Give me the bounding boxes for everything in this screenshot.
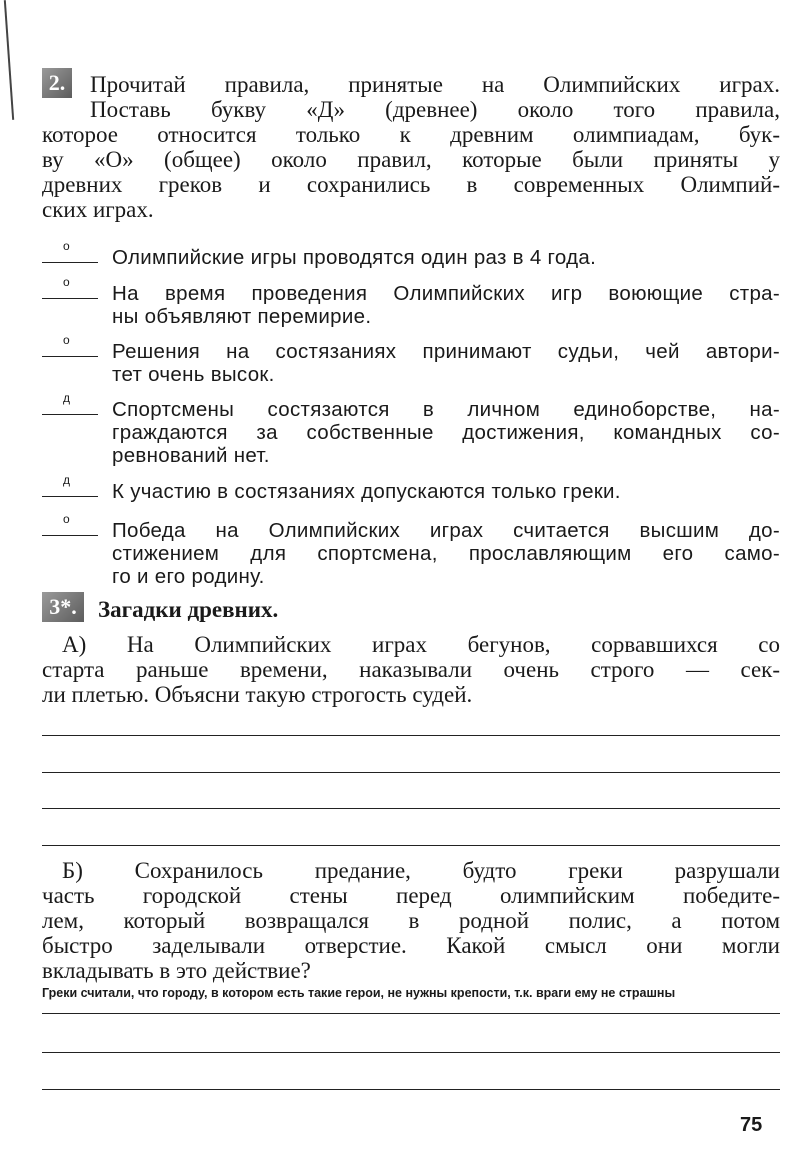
task-2-text-line: Прочитай правила, принятые на Олимпийских играх.	[90, 72, 780, 97]
rule-text-line: Спортсмены состязаются в личном единоборстве, на-	[112, 398, 780, 421]
question-b-line: Б) Сохранилось предание, будто греки разрушали	[62, 858, 780, 883]
answer-blank[interactable]	[42, 535, 98, 536]
task-2-number: 2.	[42, 68, 72, 98]
question-b-line: быстро заделывали отверстие. Какой смысл они могли	[42, 933, 780, 958]
task-2-text-line: ву «О» (общее) около правил, которые были приняты у	[42, 147, 780, 172]
rule-text-line: Победа на Олимпийских играх считается высшим до-	[112, 519, 780, 542]
answer-blank[interactable]	[42, 356, 98, 357]
question-b-line: вкладывать в это действие?	[42, 958, 311, 983]
question-a-line: старта раньше времени, наказывали очень строго — сек-	[42, 657, 780, 682]
question-b-line: часть городской стены перед олимпийским победите-	[42, 883, 780, 908]
answer-blank[interactable]	[42, 414, 98, 415]
task-2-text-line: ских играх.	[42, 197, 154, 222]
rule-text-line: На время проведения Олимпийских игр воюющие стра-	[112, 282, 780, 305]
answer-line[interactable]	[42, 1089, 780, 1090]
answer-mark: о	[63, 239, 70, 253]
answer-blank[interactable]	[42, 262, 98, 263]
task-3-number: 3*.	[42, 592, 84, 622]
answer-mark: д	[63, 391, 71, 405]
question-a-line: А) На Олимпийских играх бегунов, сорвавшихся со	[62, 632, 780, 657]
answer-line[interactable]	[42, 808, 780, 809]
rule-text-line: го и его родину.	[112, 565, 265, 588]
task-2-text-line: древних греков и сохранились в современных Олимпий-	[42, 172, 780, 197]
answer-mark: о	[63, 333, 70, 347]
rule-text-line: ревнований нет.	[112, 444, 270, 467]
task-2-text-line: которое относится только к древним олимпиадам, бук-	[42, 122, 780, 147]
answer-line[interactable]	[42, 1013, 780, 1014]
rule-text-line: К участию в состязаниях допускаются только греки.	[112, 480, 621, 503]
answer-line[interactable]	[42, 1052, 780, 1053]
answer-line[interactable]	[42, 845, 780, 846]
rule-text-line: тет очень высок.	[112, 363, 275, 386]
answer-mark: о	[63, 512, 70, 526]
question-a-line: ли плетью. Объясни такую строгость судей.	[42, 682, 473, 707]
answer-blank[interactable]	[42, 298, 98, 299]
answer-blank[interactable]	[42, 496, 98, 497]
rule-text-line: ны объявляют перемирие.	[112, 305, 372, 328]
handwritten-answer-b[interactable]: Греки считали, что городу, в котором есть такие герои, не нужны крепости, т.к. враги ему не страшны	[42, 986, 676, 1000]
page-edge	[4, 0, 14, 120]
task-2-text-line: Поставь букву «Д» (древнее) около того правила,	[90, 97, 780, 122]
answer-mark: о	[63, 275, 70, 289]
rule-text-line: стижением для спортсмена, прославляющим его само-	[112, 542, 780, 565]
answer-line[interactable]	[42, 735, 780, 736]
question-b-line: лем, который возвращался в родной полис, а потом	[42, 908, 780, 933]
rule-text-line: Олимпийские игры проводятся один раз в 4 года.	[112, 246, 597, 269]
answer-line[interactable]	[42, 772, 780, 773]
task-3-title: Загадки древних.	[98, 597, 279, 622]
page-number: 75	[740, 1114, 763, 1136]
rule-text-line: Решения на состязаниях принимают судьи, чей автори-	[112, 340, 780, 363]
rule-text-line: граждаются за собственные достижения, командных со-	[112, 421, 780, 444]
answer-mark: д	[63, 473, 71, 487]
